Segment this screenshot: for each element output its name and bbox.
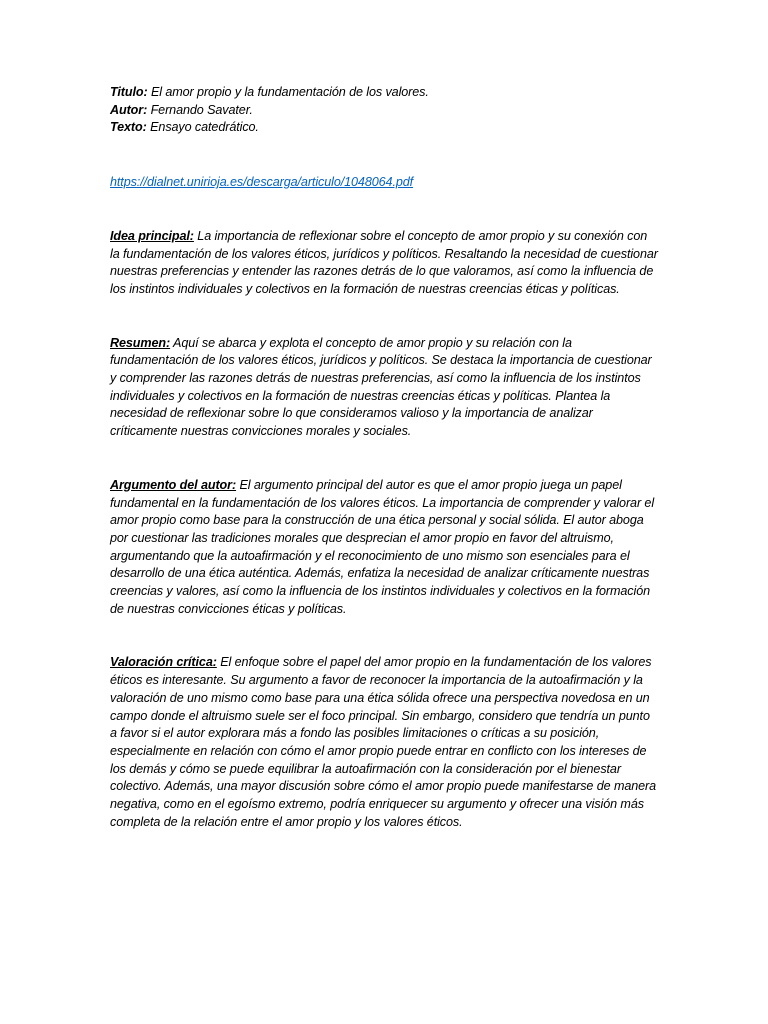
section-idea-principal [110, 228, 658, 299]
link-block [110, 174, 658, 192]
section-resumen [110, 335, 658, 441]
idea-principal-text: La importancia de reflexionar sobre el concepto de amor propio y su conexión con la fundamentación de los valores éticos, jurídicos y políticos. Resaltando la necesidad de cuestionar nuestras preferencias y entender las razones detrás de lo que valoramos, así como la influencia de los instintos individuales y colectivos en la formación de nuestras creencias éticas y políticas. [110, 228, 658, 296]
author-line [110, 102, 658, 120]
valoracion-text: El enfoque sobre el papel del amor propio en la fundamentación de los valores éticos es interesante. Su argumento a favor de reconocer la importancia de la autoafirmación y la valoración de uno mismo como base para una ética sólida ofrece una perspectiva novedosa en un campo donde el altruismo suele ser el foco principal. Sin embargo, considero que tendría un punto a favor si el autor explorara más a fondo las posibles limitaciones o críticas a su posición, especialmente en relación con cómo el amor propio puede entrar en conflicto con los intereses de los demás y cómo se puede equilibrar la autoafirmación con la consideración por el bienestar colectivo. Además, una mayor discusión sobre cómo el amor propio puede manifestarse de manera negativa, como en el egoísmo extremo, podría enriquecer su argumento y ofrecer una visión más completa de la relación entre el amor propio y los valores éticos. [110, 655, 657, 829]
valoracion-label: Valoración crítica: [110, 655, 217, 670]
title-label: Titulo: [110, 85, 148, 99]
source-link[interactable]: https://dialnet.unirioja.es/descarga/articulo/1048064.pdf [110, 175, 414, 190]
argumento-text: El argumento principal del autor es que el amor propio juega un papel fundamental en la fundamentación de los valores éticos. La importancia de comprender y valorar el amor propio como base para la construcción de una ética personal y social sólida. El autor aboga por cuestionar las tradiciones morales que desprecian el amor propio en favor del altruismo, argumentando que la autoafirmación y el reconocimiento de uno mismo son esenciales para el desarrollo de una ética auténtica. Además, enfatiza la necesidad de analizar críticamente nuestras creencias y valores, así como la influencia de los instintos individuales y colectivos en la formación de nuestras convicciones éticas y políticas. [110, 477, 655, 616]
text-type-label: Texto: [110, 120, 147, 135]
title-line [110, 84, 658, 102]
document-metadata [110, 84, 658, 137]
author-value: Fernando Savater. [150, 102, 253, 117]
resumen-text: Aquí se abarca y explota el concepto de amor propio y su relación con la fundamentación de los valores éticos, jurídicos y políticos. Se destaca la importancia de cuestionar y comprender las razones detrás de nuestras preferencias, así como la influencia de los instintos individuales y colectivos en la formación de nuestras creencias éticas y políticas. Plantea la necesidad de reflexionar sobre lo que consideramos valioso y la importancia de analizar críticamente nuestras convicciones morales y sociales. [110, 335, 652, 439]
text-type-value: Ensayo catedrático. [150, 120, 259, 135]
text-type-line [110, 119, 658, 137]
idea-principal-label: Idea principal: [110, 228, 194, 243]
resumen-label: Resumen: [110, 335, 171, 350]
section-argumento-del-autor [110, 477, 658, 619]
author-label: Autor: [110, 102, 148, 117]
argumento-label: Argumento del autor: [110, 477, 237, 492]
title-value: El amor propio y la fundamentación de los valores. [150, 85, 429, 99]
document-page [110, 84, 658, 832]
section-valoracion-critica [110, 654, 658, 831]
